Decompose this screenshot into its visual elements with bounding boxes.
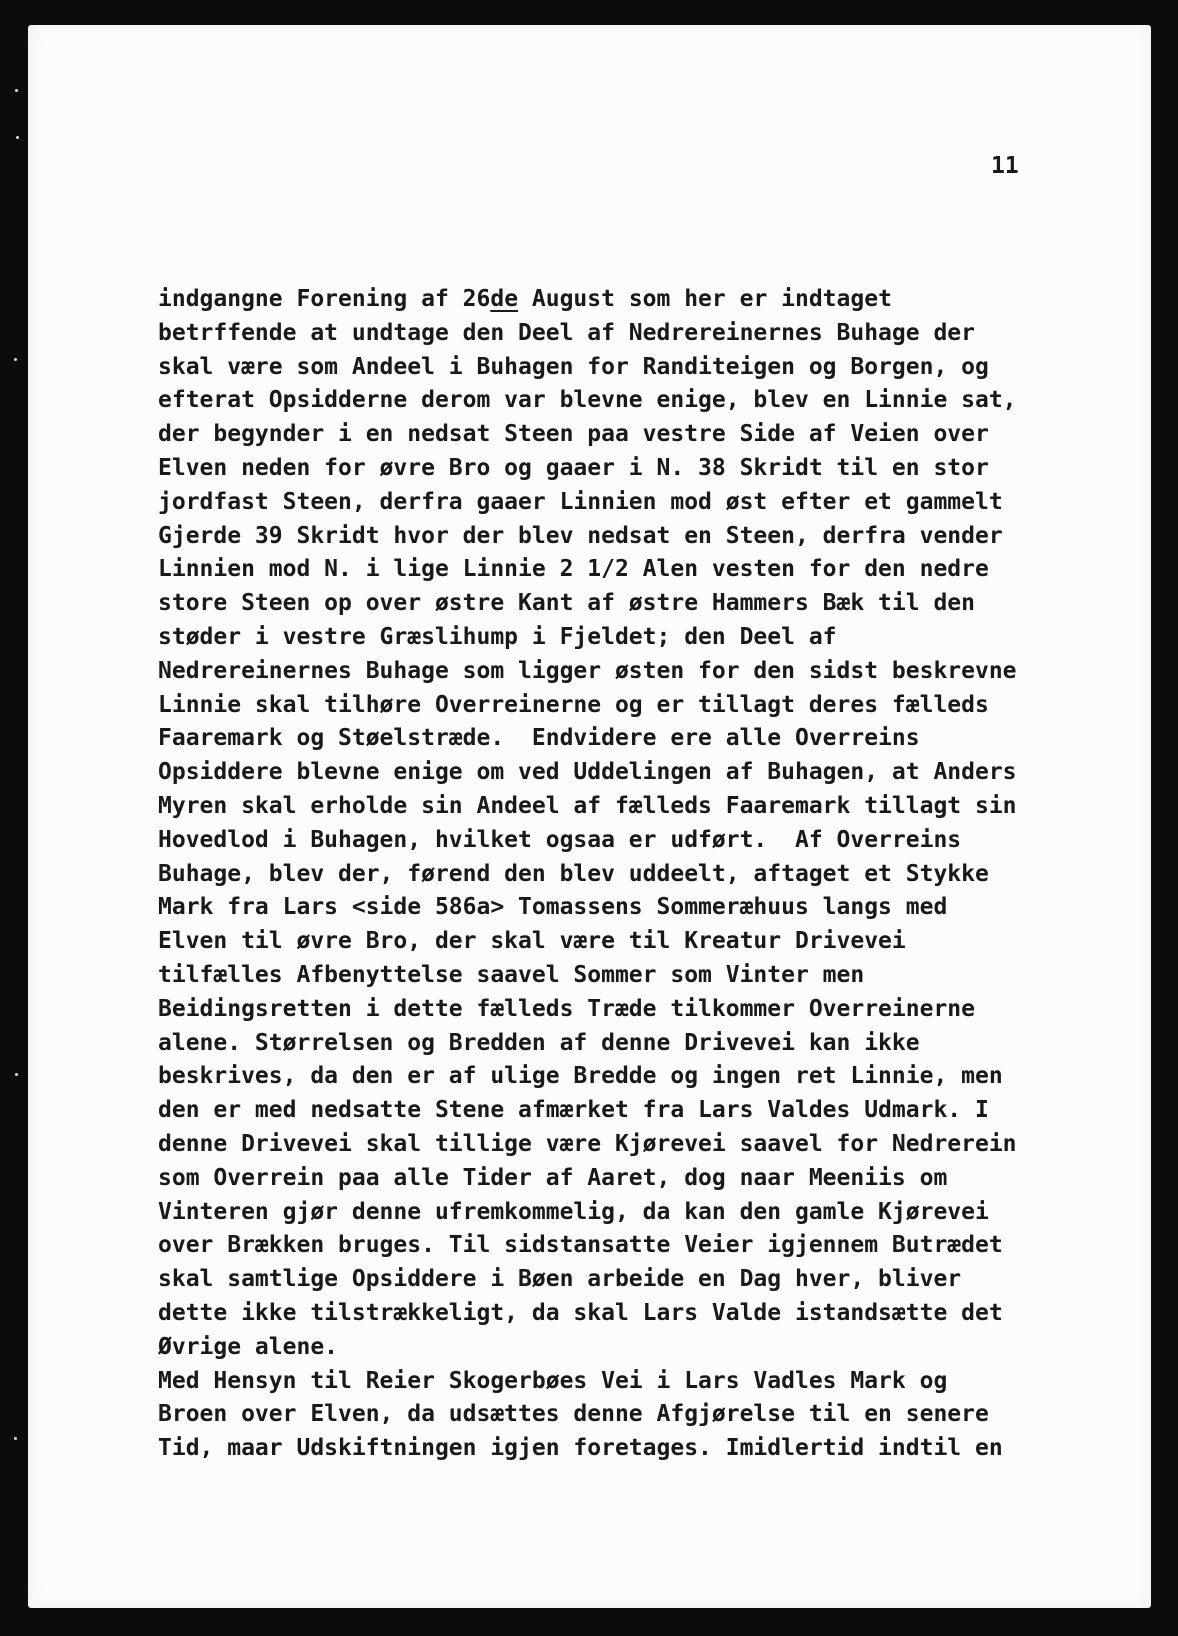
dust-speck <box>14 358 17 361</box>
text-line: Myren skal erholde sin Andeel af fælleds Faaremark tillagt sin <box>158 792 1017 819</box>
text-line: Elven til øvre Bro, der skal være til Kreatur Drivevei <box>158 928 906 955</box>
text-line: alene. Størrelsen og Bredden af denne Drivevei kan ikke <box>158 1029 920 1056</box>
text-line: Vinteren gjør denne ufremkommelig, da kan den gamle Kjørevei <box>158 1198 989 1225</box>
text-line: skal samtlige Opsiddere i Bøen arbeide en Dag hver, bliver <box>158 1266 962 1293</box>
text-line: Elven neden for øvre Bro og gaaer i N. 38 Skridt til en stor <box>158 454 989 481</box>
text-line: indgangne Forening af 26de August som her er indtaget <box>158 286 892 312</box>
text-line: der begynder i en nedsat Steen paa vestre Side af Veien over <box>158 421 989 448</box>
text-line: støder i vestre Græslihump i Fjeldet; den Deel af <box>158 623 837 650</box>
text-line: efterat Opsidderne derom var blevne enige, blev en Linnie sat, <box>158 387 1017 414</box>
page-number: 11 <box>991 153 1019 179</box>
text-line: over Brækken bruges. Til sidstansatte Veier igjennem Butrædet <box>158 1232 1003 1259</box>
text-line: denne Drivevei skal tillige være Kjørevei saavel for Nedrerein <box>158 1130 1017 1157</box>
dust-speck <box>15 89 18 92</box>
text-line: Tid, maar Udskiftningen igjen foretages. Imidlertid indtil en <box>158 1435 1003 1462</box>
text-line: beskrives, da den er af ulige Bredde og ingen ret Linnie, men <box>158 1063 1003 1090</box>
text-line: jordfast Steen, derfra gaaer Linnien mod øst efter et gammelt <box>158 488 1003 515</box>
text-line: store Steen op over østre Kant af østre Hammers Bæk til den <box>158 590 975 617</box>
text-line: Broen over Elven, da udsættes denne Afgjørelse til en senere <box>158 1401 989 1428</box>
dust-speck <box>14 1437 17 1440</box>
text-line: Med Hensyn til Reier Skogerbøes Vei i Lars Vadles Mark og <box>158 1367 948 1394</box>
text-line: dette ikke tilstrækkeligt, da skal Lars Valde istandsætte det <box>158 1299 1003 1326</box>
text-line: Nedrereinernes Buhage som ligger østen for den sidst beskrevne <box>158 657 1017 684</box>
text-line: Linnie skal tilhøre Overreinerne og er tillagt deres fælleds <box>158 691 989 718</box>
text-line: Øvrige alene. <box>158 1333 339 1360</box>
text-line: Mark fra Lars <side 586a> Tomassens Sommeræhuus langs med <box>158 894 948 921</box>
text-line: Opsiddere blevne enige om ved Uddelingen af Buhagen, at Anders <box>158 759 1017 786</box>
text-line: Beidingsretten i dette fælleds Træde tilkommer Overreinerne <box>158 995 975 1022</box>
text-line: Faaremark og Støelstræde. Endvidere ere alle Overreins <box>158 725 920 752</box>
text-line: den er med nedsatte Stene afmærket fra Lars Valdes Udmark. I <box>158 1097 989 1124</box>
text-line: skal være som Andeel i Buhagen for Randiteigen og Borgen, og <box>158 353 989 380</box>
text-line: Linnien mod N. i lige Linnie 2 1/2 Alen vesten for den nedre <box>158 556 989 583</box>
document-lines <box>158 283 1017 1466</box>
text-line: Gjerde 39 Skridt hvor der blev nedsat en Steen, derfra vender <box>158 522 1003 549</box>
text-line: Hovedlod i Buhagen, hvilket ogsaa er udført. Af Overreins <box>158 826 962 853</box>
text-line: tilfælles Afbenyttelse saavel Sommer som Vinter men <box>158 961 865 988</box>
document-page <box>28 25 1151 1608</box>
dust-speck <box>15 1073 18 1076</box>
text-line: som Overrein paa alle Tider af Aaret, dog naar Meeniis om <box>158 1164 948 1191</box>
dust-speck <box>16 136 19 139</box>
text-line: betrffende at undtage den Deel af Nedrereinernes Buhage der <box>158 319 975 346</box>
text-line: Buhage, blev der, førend den blev uddeelt, aftaget et Stykke <box>158 860 989 887</box>
